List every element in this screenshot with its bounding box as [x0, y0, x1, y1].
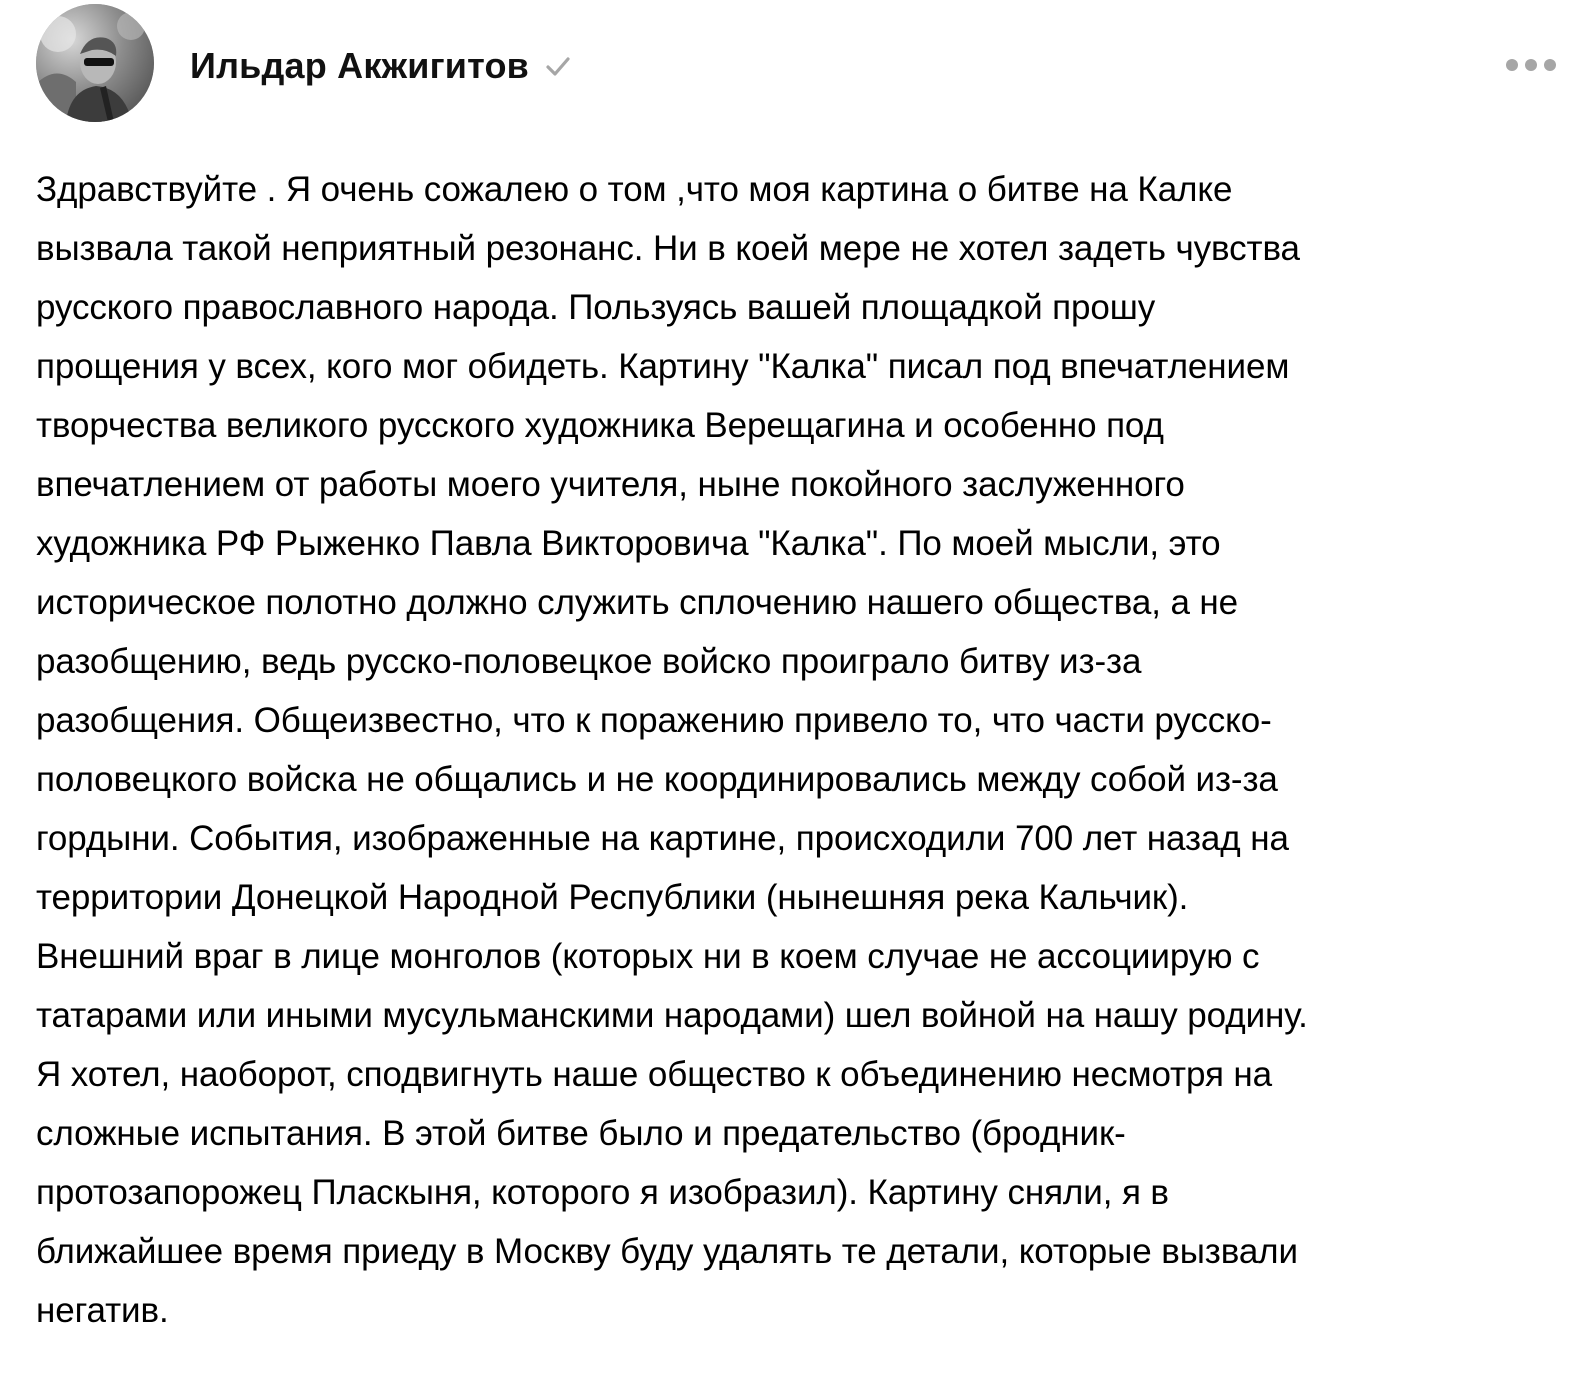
post-text-line: территории Донецкой Народной Республики (нынешняя река Кальчик). [36, 878, 1189, 917]
author-avatar[interactable] [36, 4, 154, 122]
more-options-button[interactable] [1506, 50, 1556, 80]
post-text-line: русского православного народа. Пользуясь вашей площадкой прошу [36, 288, 1156, 327]
post-text-line: половецкого войска не общались и не координировались между собой из-за [36, 760, 1278, 799]
post-header [36, 4, 1556, 122]
post-text-line: разобщения. Общеизвестно, что к поражению привело то, что части русско- [36, 701, 1272, 740]
author-name[interactable]: Ильдар Акжигитов [190, 45, 530, 86]
post-text-line: негатив. [36, 1291, 169, 1330]
post-text-line: художника РФ Рыженко Павла Викторовича "Калка". По моей мысли, это [36, 524, 1221, 563]
post-text-line: протозапорожец Пласкыня, которого я изобразил). Картину сняли, я в [36, 1173, 1169, 1212]
post-text-line: впечатлением от работы моего учителя, ныне покойного заслуженного [36, 465, 1185, 504]
more-horizontal-icon [1506, 59, 1518, 71]
post-text-line: прощения у всех, кого мог обидеть. Картину "Калка" писал под впечатлением [36, 347, 1290, 386]
author-block [190, 42, 573, 90]
post-text-line: Внешний враг в лице монголов (которых ни в коем случае не ассоциирую с [36, 937, 1260, 976]
post-text-line: Здравствуйте . Я очень сожалею о том ,что моя картина о битве на Калке [36, 170, 1233, 209]
post-text-line: Я хотел, наоборот, сподвигнуть наше общество к объединению несмотря на [36, 1055, 1273, 1094]
post-text-line: творчества великого русского художника Верещагина и особенно под [36, 406, 1164, 445]
avatar-photo [36, 4, 154, 122]
post-text-line: ближайшее время приеду в Москву буду удалять те детали, которые вызвали [36, 1232, 1298, 1271]
post-text-line: вызвала такой неприятный резонанс. Ни в коей мере не хотел задеть чувства [36, 229, 1300, 268]
post-text-line: разобщению, ведь русско-половецкое войско проиграло битву из-за [36, 642, 1142, 681]
more-horizontal-icon [1544, 59, 1556, 71]
post-text-line: сложные испытания. В этой битве было и предательство (бродник- [36, 1114, 1126, 1153]
post-text [36, 160, 1576, 1340]
post-text-line: гордыни. События, изображенные на картине, происходили 700 лет назад на [36, 819, 1289, 858]
post-text-line: историческое полотно должно служить сплочению нашего общества, а не [36, 583, 1239, 622]
post-text-line: татарами или иными мусульманскими народами) шел войной на нашу родину. [36, 996, 1308, 1035]
checkmark-icon [543, 51, 573, 81]
more-horizontal-icon [1525, 59, 1537, 71]
